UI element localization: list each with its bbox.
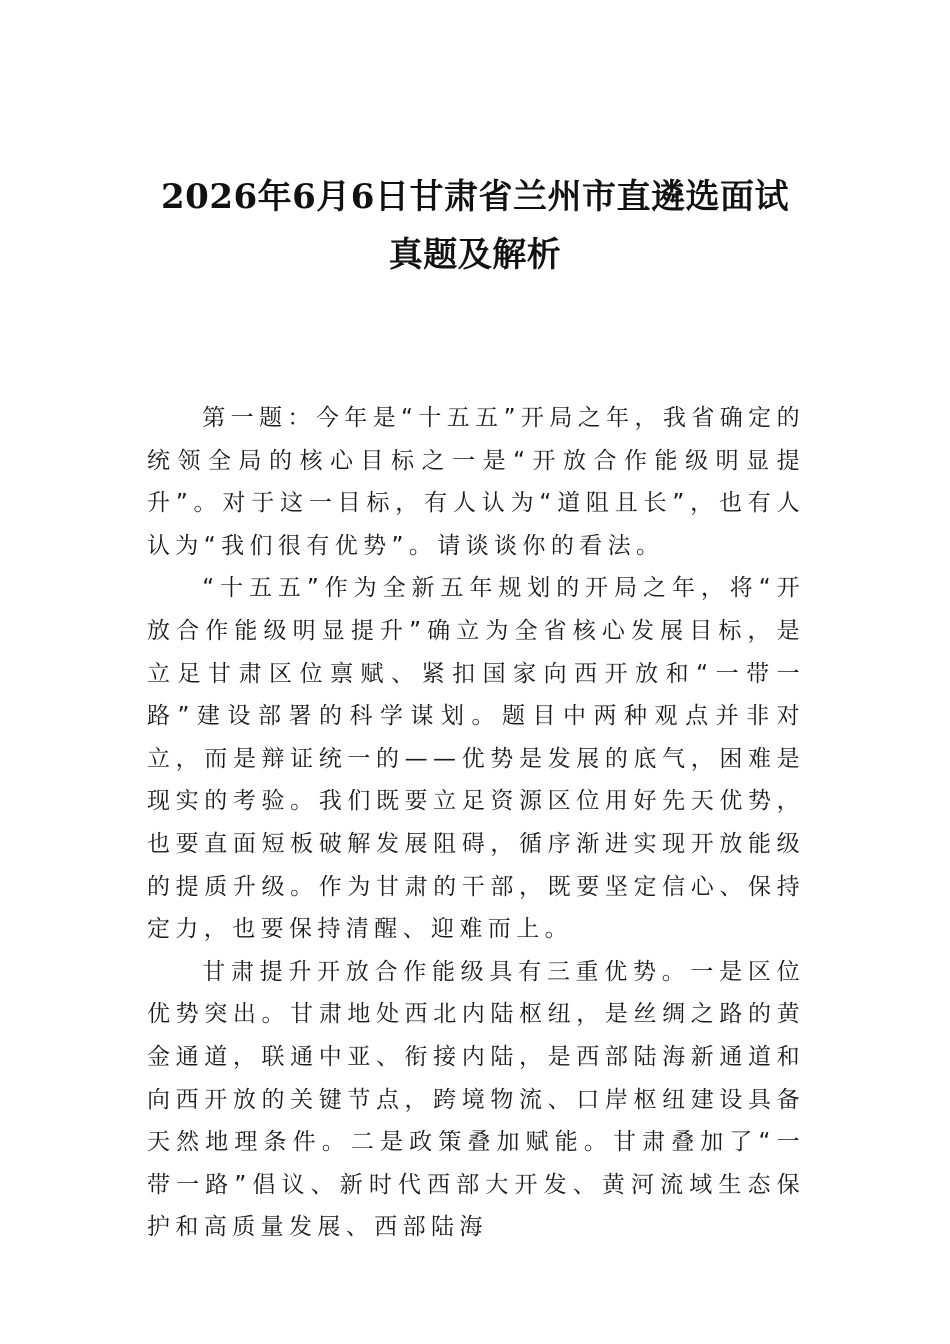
document-title xyxy=(100,168,850,284)
document-body xyxy=(147,397,805,1249)
title-line-2: 真题及解析 xyxy=(388,235,562,275)
paragraph-question: 第一题：今年是“十五五”开局之年，我省确定的统领全局的核心目标之一是“开放合作能级明显提升”。对于这一目标，有人认为“道阻且长”，也有人认为“我们很有优势”。请谈谈你的看法。 xyxy=(147,405,805,559)
title-line-1: 2026年6月6日甘肃省兰州市直遴选面试 xyxy=(161,177,789,217)
paragraph-advantages: 甘肃提升开放合作能级具有三重优势。一是区位优势突出。甘肃地处西北内陆枢纽，是丝绸之路的黄金通道，联通中亚、衔接内陆，是西部陆海新通道和向西开放的关键节点，跨境物流、口岸枢纽建设具备天然地理条件。二是政策叠加赋能。甘肃叠加了“一带一路”倡议、新时代西部大开发、黄河流域生态保护和高质量发展、西部陆海 xyxy=(147,958,805,1241)
paragraph-overview: “十五五”作为全新五年规划的开局之年，将“开放合作能级明显提升”确立为全省核心发展目标，是立足甘肃区位禀赋、紧扣国家向西开放和“一带一路”建设部署的科学谋划。题目中两种观点并非对立，而是辩证统一的——优势是发展的底气，困难是现实的考验。我们既要立足资源区位用好先天优势，也要直面短板破解发展阻碍，循序渐进实现开放能级的提质升级。作为甘肃的干部，既要坚定信心、保持定力，也要保持清醒、迎难而上。 xyxy=(147,575,805,943)
